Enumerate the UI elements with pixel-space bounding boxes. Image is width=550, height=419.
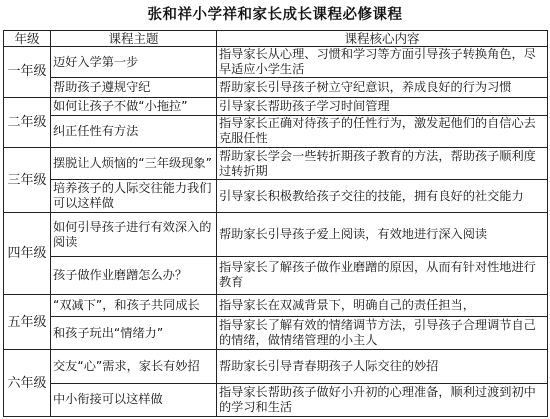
content-cell: 指导家长了解有效的情绪调节方法，引导孩子合理调节自己的情绪，做情绪管理的小主人 <box>217 317 548 350</box>
topic-cell: 交友“心”需求，家长有妙招 <box>51 350 217 383</box>
table-row <box>4 213 548 256</box>
curriculum-table <box>3 30 548 417</box>
content-cell: 指导家长在双减背景下，明确自己的责任担当， <box>217 295 548 317</box>
table-row <box>4 350 548 383</box>
table-row <box>4 180 548 213</box>
table-row <box>4 78 548 97</box>
table-row <box>4 295 548 317</box>
topic-cell: 培养孩子的人际交往能力我们可以这样做 <box>51 180 217 213</box>
content-cell: 帮助家长引导青春期孩子人际交往的妙招 <box>217 350 548 383</box>
grade-cell: 六年级 <box>4 350 51 417</box>
table-row <box>4 115 548 147</box>
content-cell: 帮助家长学会一些转折期孩子教育的方法，帮助孩子顺利度过转折期 <box>217 147 548 179</box>
topic-cell: 中小衔接可以这样做 <box>51 383 217 416</box>
topic-cell: 迈好入学第一步 <box>51 47 217 78</box>
grade-cell: 五年级 <box>4 295 51 350</box>
topic-cell: 如何引导孩子进行有效深入的阅读 <box>51 213 217 256</box>
header-grade: 年级 <box>4 31 51 47</box>
grade-cell: 一年级 <box>4 47 51 97</box>
content-cell: 引导家长积极教给孩子交往的技能，拥有良好的社交能力 <box>217 180 548 213</box>
table-row <box>4 317 548 350</box>
content-cell: 帮助家长引导孩子爱上阅读，有效地进行深入阅读 <box>217 213 548 256</box>
page-title: 张和祥小学祥和家长成长课程必修课程 <box>147 7 403 23</box>
content-cell: 指导家长从心理、习惯和学习等方面引导孩子转换角色，尽早适应小学生活 <box>217 47 548 78</box>
table-row <box>4 47 548 78</box>
table-row <box>4 383 548 416</box>
topic-cell: 帮助孩子遵规守纪 <box>51 78 217 97</box>
header-content: 课程核心内容 <box>217 31 548 47</box>
content-cell: 指导家长帮助孩子做好小升初的心理准备，顺利过渡到初中的学习和生活 <box>217 383 548 416</box>
table-row <box>4 256 548 294</box>
content-cell: 指导家长正确对待孩子的任性行为，激发起他们的自信心去克服任性 <box>217 115 548 147</box>
header-row <box>4 31 548 47</box>
topic-cell: 如何让孩子不做“小拖拉” <box>51 97 217 115</box>
topic-cell: 孩子做作业磨蹭怎么办？ <box>51 256 217 294</box>
content-cell: 帮助家长引导孩子树立守纪意识，养成良好的行为习惯 <box>217 78 548 97</box>
topic-cell: “双减下”，和孩子共同成长 <box>51 295 217 317</box>
topic-cell: 纠正任性有方法 <box>51 115 217 147</box>
grade-cell: 三年级 <box>4 147 51 213</box>
topic-cell: 摆脱让人烦恼的“三年级现象” <box>51 147 217 179</box>
content-cell: 引导家长帮助孩子学习时间管理 <box>217 97 548 115</box>
header-topic: 课程主题 <box>51 31 217 47</box>
table-row <box>4 147 548 179</box>
grade-cell: 四年级 <box>4 213 51 295</box>
content-cell: 指导家长了解孩子做作业磨蹭的原因，从而有针对性地进行教育 <box>217 256 548 294</box>
topic-cell: 和孩子玩出“情绪力” <box>51 317 217 350</box>
grade-cell: 二年级 <box>4 97 51 147</box>
table-row <box>4 97 548 115</box>
